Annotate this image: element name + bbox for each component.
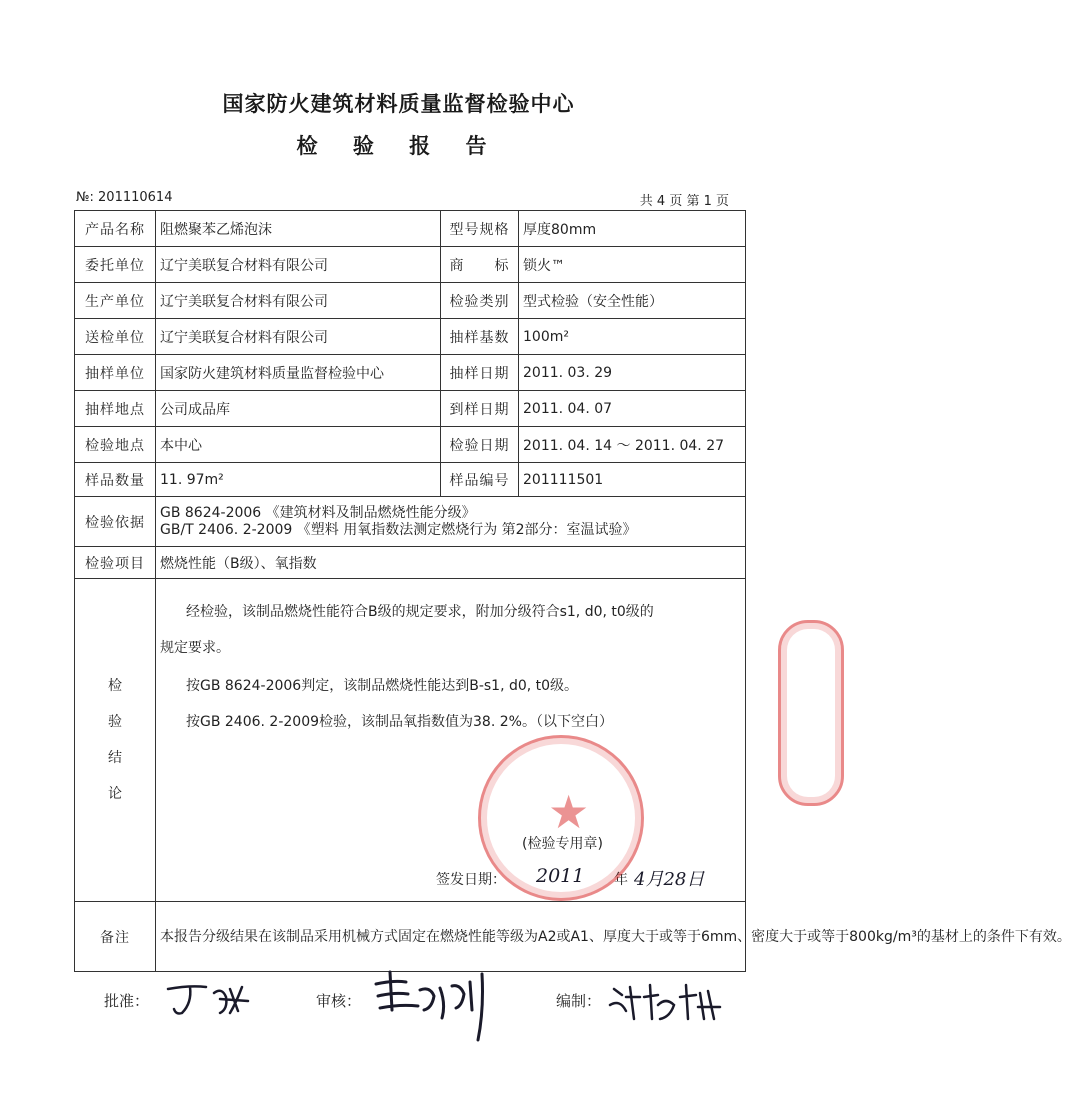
reviewer-signature	[360, 960, 510, 1050]
product-name-value: 阻燃聚苯乙烯泡沫	[156, 211, 441, 247]
trademark-value: 锁火™	[519, 247, 746, 283]
conclusion-label	[75, 579, 156, 902]
year-unit: 年	[614, 872, 628, 888]
org-title: 国家防火建筑材料质量监督检验中心	[222, 92, 575, 116]
conclusion-label-char: 检	[108, 678, 122, 694]
row-label: 到样日期	[441, 391, 519, 427]
edge-seal	[778, 620, 844, 806]
inspection-date-value: 2011. 04. 14 ～ 2011. 04. 27	[519, 427, 746, 463]
sample-qty-value: 11. 97m²	[156, 463, 441, 497]
row-label: 检验地点	[75, 427, 156, 463]
row-label: 检验日期	[441, 427, 519, 463]
table-row	[75, 355, 746, 391]
arrival-date-value: 2011. 04. 07	[519, 391, 746, 427]
conclusion-label-char: 论	[108, 786, 122, 802]
page-info: 共 4 页 第 1 页	[639, 194, 729, 209]
row-label: 检验依据	[75, 497, 156, 547]
row-label: 抽样基数	[441, 319, 519, 355]
table-row	[75, 211, 746, 247]
model-value: 厚度80mm	[519, 211, 746, 247]
row-label: 生产单位	[75, 283, 156, 319]
conclusion-paragraph-3: 按GB 2406. 2-2009检验，该制品氧指数值为38. 2%。（以下空白）	[186, 714, 613, 730]
approve-label: 批准：	[104, 992, 150, 1010]
sampling-place-value: 公司成品库	[156, 391, 441, 427]
row-label: 型号规格	[441, 211, 519, 247]
table-row	[75, 427, 746, 463]
client-value: 辽宁美联复合材料有限公司	[156, 247, 441, 283]
items-value: 燃烧性能（B级）、氧指数	[156, 547, 746, 579]
table-row	[75, 463, 746, 497]
preparer-signature	[600, 975, 750, 1030]
conclusion-paragraph-2: 按GB 8624-2006判定，该制品燃烧性能达到B-s1, d0, t0级。	[186, 678, 579, 694]
seal-star-icon: ★	[548, 785, 590, 839]
row-label: 样品数量	[75, 463, 156, 497]
table-row	[75, 319, 746, 355]
remark-label: 备注	[75, 902, 156, 972]
prepare-label: 编制：	[556, 992, 602, 1010]
sampler-value: 国家防火建筑材料质量监督检验中心	[156, 355, 441, 391]
basis-value	[156, 497, 746, 547]
conclusion-paragraph-1b: 规定要求。	[160, 640, 230, 656]
issue-date-label: 签发日期：	[436, 872, 506, 888]
remark-text: 本报告分级结果在该制品采用机械方式固定在燃烧性能等级为A2或A1、厚度大于或等于6mm、密度大于或等于800kg/m³的基材上的条件下有效。	[156, 902, 746, 972]
inspection-place-value: 本中心	[156, 427, 441, 463]
row-label: 样品编号	[441, 463, 519, 497]
row-label: 抽样日期	[441, 355, 519, 391]
sampling-date-value: 2011. 03. 29	[519, 355, 746, 391]
row-label: 抽样单位	[75, 355, 156, 391]
row-label: 检验项目	[75, 547, 156, 579]
report-table	[74, 210, 1071, 972]
basis-line-1: GB 8624-2006 《建筑材料及制品燃烧性能分级》	[160, 504, 476, 521]
row-label: 委托单位	[75, 247, 156, 283]
inspection-type-value: 型式检验（安全性能）	[519, 283, 746, 319]
review-label: 审核：	[316, 992, 362, 1010]
table-row	[75, 391, 746, 427]
row-label: 产品名称	[75, 211, 156, 247]
row-label: 抽样地点	[75, 391, 156, 427]
row-label: 检验类别	[441, 283, 519, 319]
sender-value: 辽宁美联复合材料有限公司	[156, 319, 441, 355]
report-number: №: 201110614	[76, 190, 173, 205]
basis-line-2: GB/T 2406. 2-2009 《塑料 用氧指数法测定燃烧行为 第2部分：室温试验》	[160, 521, 637, 538]
conclusion-paragraph-1a: 经检验，该制品燃烧性能符合B级的规定要求，附加分级符合s1, d0, t0级的	[186, 604, 654, 620]
conclusion-body	[156, 579, 746, 902]
approver-signature	[160, 975, 260, 1020]
conclusion-label-char: 结	[108, 750, 122, 766]
row-label: 商 标	[441, 247, 519, 283]
table-row	[75, 497, 746, 547]
conclusion-label-char: 验	[108, 714, 122, 730]
producer-value: 辽宁美联复合材料有限公司	[156, 283, 441, 319]
conclusion-row	[75, 579, 746, 902]
issue-month-day: 4月28日	[634, 869, 705, 890]
table-row	[75, 247, 746, 283]
stamp-label: (检验专用章)	[522, 836, 603, 852]
sample-no-value: 201111501	[519, 463, 746, 497]
table-row	[75, 547, 746, 579]
issue-year: 2011	[536, 865, 585, 887]
doc-title: 检 验 报 告	[296, 134, 501, 158]
row-label: 送检单位	[75, 319, 156, 355]
table-row	[75, 283, 746, 319]
sample-base-value: 100m²	[519, 319, 746, 355]
